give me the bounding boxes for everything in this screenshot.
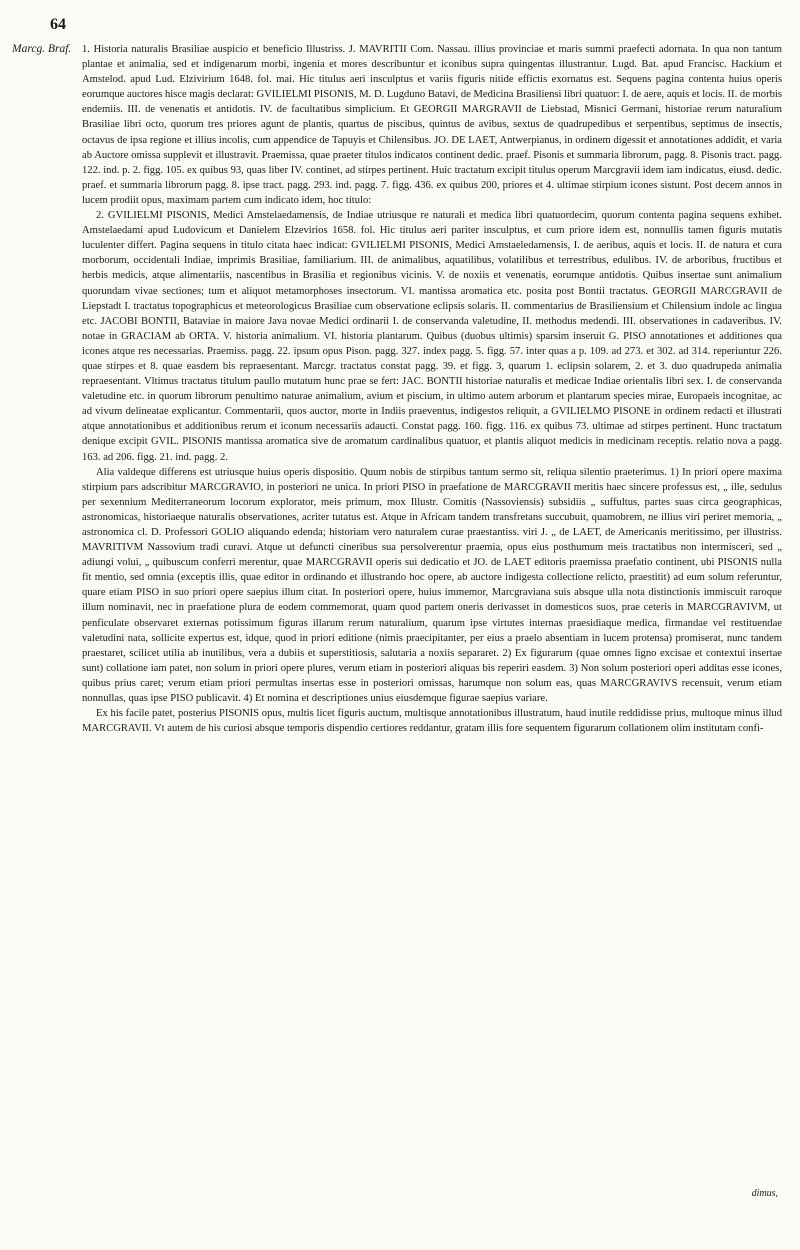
paragraph-1: 1. Historia naturalis Brasiliae auspicio et beneficio Illustriss. J. MAVRITII Com. Nassau. illius provinciae et maris summi praefecti adornata. In qua non tantum plantae et animalia, sed et indigenarum morbi, ingenia et mores describuntur et iconibus supra quingentas illustrantur. Lugd. Bat. apud Francisc. Hackium et Amstelod. apud Lud. Elzivirium 1648. fol. mai. Hic titulus aeri insculptus et variis figuris nitide effictis exornatus est. Sequens pagina contenta huius operis eorumque auctores hisce magis declarat: GVILIELMI PISONIS, M. D. Lugduno Batavi, de Medicina Brasiliensi libri quatuor: I. de aere, aquis et locis. II. de morbis endemiis. III. de venenatis et antidotis. IV. de facultatibus simplicium. Et GEORGII MARGRAVII de Liebstad, Misnici Germani, historiae rerum naturalium Brasiliae libri octo, quorum tres priores agunt de plantis, quartus de piscibus, quintus de avibus, sextus de quadrupedibus et serpentibus, septimus de insectis, octavus de ipsa regione et illius incolis, cum appendice de Tapuyis et Chilensibus. JO. DE LAET, Antwerpianus, in ordinem digessit et annotationes addidit, et varia ab Auctore omissa supplevit et illustravit. Praemissa, quae praeter titulos indicatos continent dedic. praef. Pisonis et summaria librorum, pagg. 8. Pisonis tract. pagg. 122. ind. p. 2. figg. 105. ex quibus 93, quas liber IV. continet, ad stirpes pertinent. Huic tractatum excipit titulus operum Marcgravii idem iam indicatus, eiusd. dedic. praef. et summaria librorum pagg. 8. ipse tract. pagg. 293. ind. pagg. 7. figg. 436. ex quibus 200, priores et 4. ultimae stirpium icones sistunt. Post decem annos in lucem prodiit opus, maximam partem cum indicato idem, hoc titulo: bbox=[82, 44, 782, 206]
main-text bbox=[82, 42, 782, 736]
paragraph-3: Alia valdeque differens est utriusque huius operis dispositio. Quum nobis de stirpibus tantum sermo sit, reliqua silentio praeterimus. 1) In priori opere maxima stirpium pars adscribitur MARCGRAVIO, in posteriori ne unica. In priori PISO in praefatione de MARCGRAVII meritis haec sincere professus est, „ ille, sedulus per sexennium Mediterraneorum locorum explorator, meis primum, mox Illustr. Comitis (Nassoviensis) subsidiis „ suffultus, partes suas circa geographicas, astronomicas, historiaeque naturalis observationes, acriter tutatus est. Atque in Africam tandem transfretans succubuit, quamobrem, ne illius viri periret memoria, „ astronomica cl. D. Professori GOLIO aliquando edenda; historiam vero naturalem curae praestantiss. viri J. „ de LAET, de Americanis meritissimo, per illustriss. MAVRITIVM Nassovium tradi curavi. Atque ut defuncti cineribus sua persolverentur praemia, opus eius posthumum meis tractatibus non intermisceri, sed „ adiungi volui, „ quibuscum conferri merentur, quae MARCGRAVII operis sui dedicatio et JO. de LAET editoris praemissa praefatio continent, ubi PISONIS nulla fit mentio, sed omnia (exceptis illis, quae editor in ordinando et illustrando hoc opere, ab auctore indigesta collectione relicto, praestitit) ad eum solum referuntur, quare etiam PISO in suo priori opere saepius illum citat. In posteriori opere, huius immemor, Marcgraviana suis absque ulla nota distinctionis immiscuit raroque illum nominavit, nec in praefatione plura de eodem commemorat, quam quod partem oneris derivasset in domesticos suos, prae ceteris in MARCGRAVIVM, ut penficulate observaret externas potissimum figuras illarum rerum naturalium, quarum ipse virtutes internas praesidiaque medica, firmandae vel restituendae valetudini nata, sollicite expertus est, idque, quod in priori editione (nimis praecipitanter, per eius a praelo absentiam in lucem protensa) promiserat, nunc tandem praestaret, scilicet utilia ab inutilibus, vera a dubiis et superstitiosis, salutaria a noxiis separaret. 2) Ex figurarum (quae omnes ligno excisae et contextui insertae sunt) collatione iam patet, non solum in priori opere plures, verum etiam in posteriori aliquas bis reperiri easdem. 3) Non solum posteriori operi additas esse icones, quibus prius caret; verum etiam priori permultas insertas esse in posteriori omissas, harumque non solum eas, quas MARCGRAVIVS recensuit, verum etiam nonnullas, quas ipse PISO publicavit. 4) Et nomina et descriptiones unius eiusdemque figurae saepius variare. bbox=[82, 466, 782, 705]
paragraph-2: 2. GVILIELMI PISONIS, Medici Amstelaedamensis, de Indiae utriusque re naturali et medica libri quatuordecim, quorum contenta pagina sequens exhibet. Amstelaedami apud Ludovicum et Danielem Elzevirios 1658. fol. Hic titulus aeri pariter insculptus, et cum priore idem est, nonnullis tamen figuris mutatis luculenter differt. Pagina sequens in titulo citata haec indicat: GVILIELMI PISONIS, Medici Amstaeledamensis, I. de aeribus, aquis et locis. II. de natura et cura morborum, occidentali Indiae, imprimis Brasiliae, familiarium. III. de animalibus, aquatilibus, volatilibus et terrestribus, edulibus. IV. de arboribus, fructibus et herbis medicis, atque alimentariis, nascentibus in Brasilia et regionibus vicinis. V. de noxiis et venenatis, eorumque antidotis. Quibus insertae sunt animalium quorundam vivae sectiones; tum et aliquot metamorphoses insectorum. VI. mantissa aromatica etc. posita post Bontii tractatus. GEORGII MARCGRAVII de Liepstadt I. tractatus topographicus et meteorologicus Brasiliae cum observatione eclipsis solaris. II. commentarius de Brasiliensium et Chilensium indole ac lingua etc. JACOBI BONTII, Bataviae in maiore Java novae Medici ordinarii I. de conservanda valetudine, II. methodus medendi. III. observationes in cadaveribus. IV. notae in GRACIAM ab ORTA. V. historia animalium. VI. historia plantarum. Quibus (duobus ultimis) sparsim inseruit G. PISO annotationes et additiones qua icones atque res necessarias. Praemiss. pagg. 22. ipsum opus Pison. pagg. 327. index pagg. 5. figg. 57. inter quas a p. 109. ad 273. et 302. ad 314. reperiuntur 226. quae stirpes et 8. quae easdem bis repraesentant. Marcgr. tractatus constat pagg. 39. et figg. 3, quarum 1. eclipsin solarem, 2. et 3. duo quadrupeda animalia repraesentant. Vltimus tractatus titulum paullo mutatum hunc prae se fert: JAC. BONTII historiae naturalis et medicae Indiae orientalis libri sex. I. de conservanda valetudine etc. in quorum librorum penultimo naturae animalium, avium et piscium, in ultimo autem arborum et plantarum species mirae, Europaeis incognitae, ac ad vivum delineatae explicantur. Commentarii, quos auctor, morte in Indiis praeventus, indigestos reliquit, a GVILIELMO PISONE in ordinem redacti et illustrati atque annotationibus et additionibus rerum et iconum necessariis adaucti. Constat pagg. 160. figg. 116. ex quibus 73. ultimae ad stirpes pertinent. Hunc tractatum denique excipit GVIL. PISONIS mantissa aromatica sive de aromatum cardinalibus quatuor, et plantis aliquot medicis in medicinam receptis. relatio nova a pagg. 163. ad 206. figg. 21. ind. pagg. 2. bbox=[82, 210, 782, 463]
page-number: 64 bbox=[50, 16, 66, 33]
paragraph-4: Ex his facile patet, posterius PISONIS opus, multis licet figuris auctum, multisque annotationibus illustratum, haud inutile reddidisse prius, multoque minus illud MARCGRAVII. Vt autem de his curiosi absque temporis dispendio certiores reddantur, gratam illis fore sequentem figurarum collationem olim institutam confi- bbox=[82, 708, 782, 735]
margin-note: Marcg. Braf. bbox=[12, 43, 72, 55]
catchword: dimus, bbox=[751, 1188, 778, 1199]
